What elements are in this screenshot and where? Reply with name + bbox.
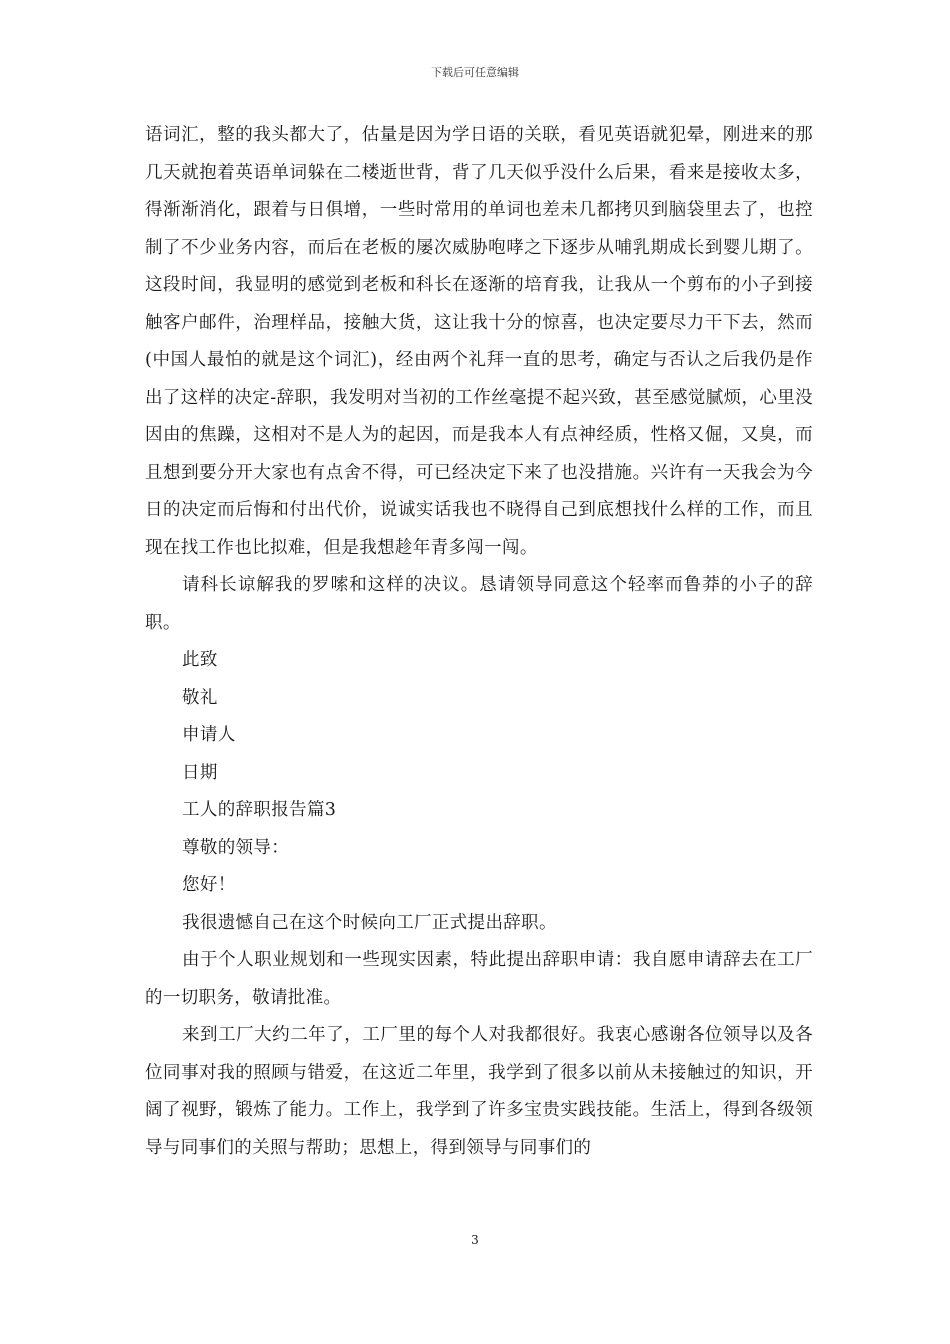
date-label: 日期 [182,762,218,783]
greeting-hello: 您好！ [182,875,236,895]
closing-respect: 敬礼 [182,687,218,708]
page-number: 3 [471,1233,479,1247]
paragraph-reason: 由于个人职业规划和一些现实因素，特此提出辞职申请：我自愿申请辞去在工厂的一切职务，敬请批准。 [145,950,813,1008]
paragraph-regret: 我很遗憾自己在这个时候向工厂正式提出辞职。 [182,912,557,933]
paragraph-continuation: 语词汇，整的我头都大了，估量是因为学日语的关联，看见英语就犯晕，刚进来的那几天就抱着英语单词躲在二楼逝世背，背了几天似乎没什么后果，看来是接收太多，得渐渐消化，跟着与日俱增，一些时常用的单词也差未几都拷贝到脑袋里去了，也控制了不少业务内容，而后在老板的屡次威胁咆哮之下逐步从哺乳期成长到婴儿期了。这段时间，我显明的感觉到老板和科长在逐渐的培育我，让我从一个剪布的小子到接触客户邮件，治理样品，接触大货，这让我十分的惊喜，也决定要尽力干下去，然而(中国人最怕的就是这个词汇)，经由两个礼拜一直的思考，确定与否认之后我仍是作出了这样的决定-辞职，我发明对当初的工作丝毫提不起兴致，甚至感觉腻烦，心里没因由的焦躁，这相对不是人为的起因，而是我本人有点神经质，性格又倔，又臭，而且想到要分开大家也有点舍不得，可已经决定下来了也没措施。兴许有一天我会为今日的决定而后悔和付出代价，说诚实话我也不晓得自己到底想找什么样的工作，而且现在找工作也比拟难，但是我想趁年青多闯一闯。 [145,125,813,558]
document-body [145,117,813,1167]
page-header-note: 下载后可任意编辑 [431,66,519,79]
closing-salutation: 此致 [182,650,218,670]
applicant-label: 申请人 [182,725,236,745]
paragraph-gratitude: 来到工厂大约二年了，工厂里的每个人对我都很好。我衷心感谢各位领导以及各位同事对我的照顾与错爱，在这近二年里，我学到了很多以前从未接触过的知识，开阔了视野，锻炼了能力。工作上，我学到了许多宝贵实践技能。生活上，得到各级领导与同事们的关照与帮助；思想上，得到领导与同事们的 [145,1025,813,1158]
greeting-addressee: 尊敬的领导： [182,837,290,858]
section-title: 工人的辞职报告篇3 [182,800,337,820]
paragraph-request: 请科长谅解我的罗嗦和这样的决议。恳请领导同意这个轻率而鲁莽的小子的辞职。 [145,575,813,633]
